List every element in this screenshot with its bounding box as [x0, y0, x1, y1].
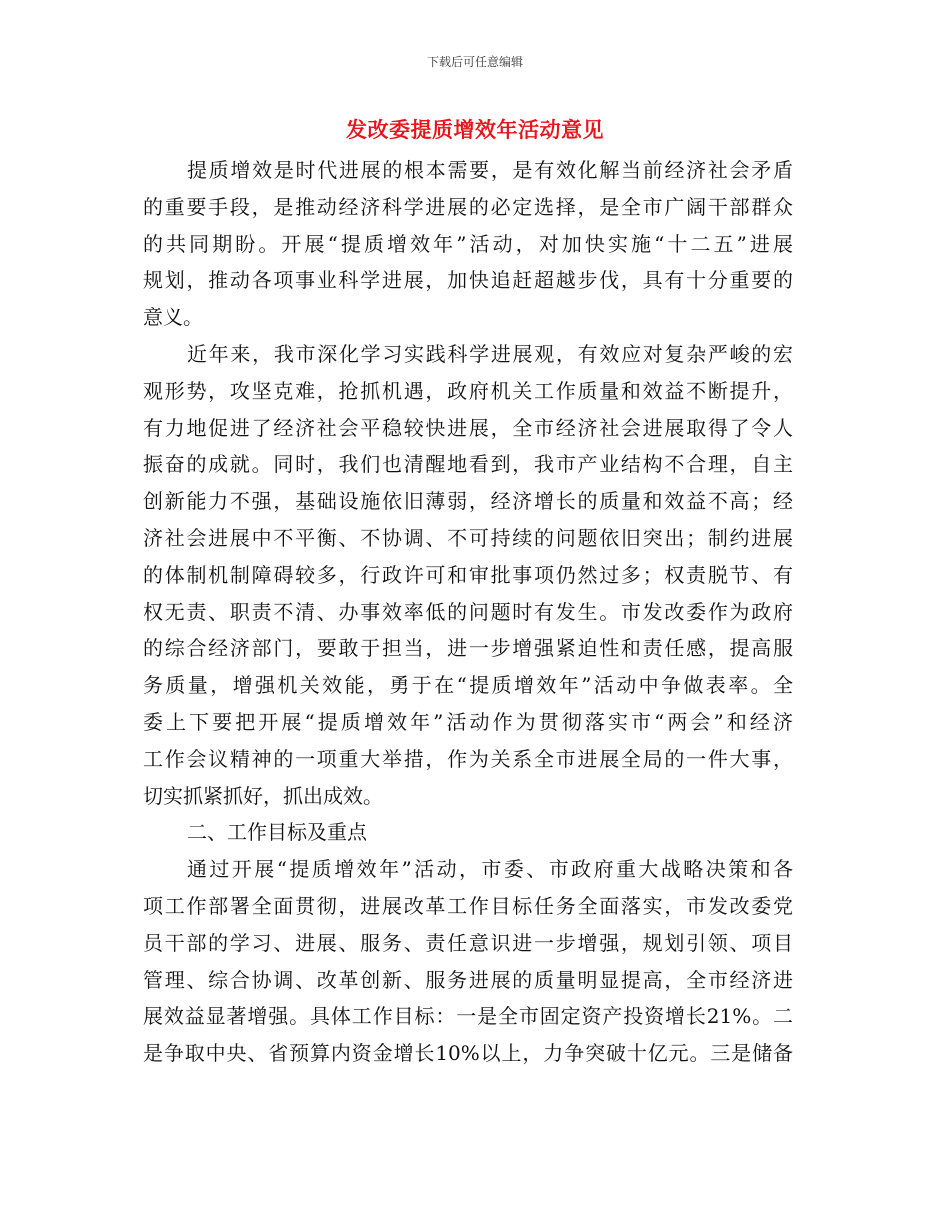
body-text-line: 通过开展“提质增效年”活动，市委、市政府重大战略决策和各	[187, 857, 793, 882]
document-body	[143, 152, 793, 1072]
body-text-line: 项工作部署全面贯彻，进展改革工作目标任务全面落实，市发改委党	[143, 893, 793, 918]
body-text-line: 展效益显著增强。具体工作目标：一是全市固定资产投资增长21%。二	[143, 1004, 793, 1029]
body-text-line: 员干部的学习、进展、服务、责任意识进一步增强，规划引领、项目	[143, 930, 793, 955]
body-text-line: 有力地促进了经济社会平稳较快进展，全市经济社会进展取得了令人	[143, 415, 793, 440]
body-text-line: 是争取中央、省预算内资金增长10%以上，力争突破十亿元。三是储备	[143, 1041, 793, 1066]
body-text-line: 观形势，攻坚克难，抢抓机遇，政府机关工作质量和效益不断提升，	[143, 378, 793, 403]
body-text-line: 的综合经济部门，要敢于担当，进一步增强紧迫性和责任感，提高服	[143, 636, 793, 661]
body-text-line: 创新能力不强，基础设施依旧薄弱，经济增长的质量和效益不高；经	[143, 489, 793, 514]
body-text-line: 的重要手段，是推动经济科学进展的必定选择，是全市广阔干部群众	[143, 194, 793, 219]
page-header: 下载后可任意编辑	[426, 55, 523, 69]
body-text-line: 的共同期盼。开展“提质增效年”活动，对加快实施“十二五”进展	[143, 231, 793, 256]
body-text-line: 务质量，增强机关效能，勇于在“提质增效年”活动中争做表率。全	[143, 673, 793, 698]
body-text-line: 振奋的成就。同时，我们也清醒地看到，我市产业结构不合理，自主	[143, 452, 793, 477]
document-title: 发改委提质增效年活动意见	[346, 117, 604, 142]
body-text-line: 委上下要把开展“提质增效年”活动作为贯彻落实市“两会”和经济	[143, 709, 793, 734]
body-text-line: 权无责、职责不清、办事效率低的问题时有发生。市发改委作为政府	[143, 599, 793, 624]
body-text-line: 的体制机制障碍较多，行政许可和审批事项仍然过多；权责脱节、有	[143, 562, 793, 587]
body-text-line: 工作会议精神的一项重大举措，作为关系全市进展全局的一件大事，	[143, 746, 793, 771]
body-text-line: 济社会进展中不平衡、不协调、不可持续的问题依旧突出；制约进展	[143, 525, 793, 550]
body-text-line: 意义。	[143, 305, 203, 330]
body-text-line: 规划，推动各项事业科学进展，加快追赶超越步伐，具有十分重要的	[143, 268, 793, 293]
body-text-line: 提质增效是时代进展的根本需要，是有效化解当前经济社会矛盾	[187, 158, 793, 182]
body-text-line: 管理、综合协调、改革创新、服务进展的质量明显提高，全市经济进	[143, 967, 793, 992]
body-text-line: 二、工作目标及重点	[187, 820, 367, 845]
body-text-line: 切实抓紧抓好，抓出成效。	[143, 783, 383, 808]
body-text-line: 近年来，我市深化学习实践科学进展观，有效应对复杂严峻的宏	[187, 341, 793, 366]
